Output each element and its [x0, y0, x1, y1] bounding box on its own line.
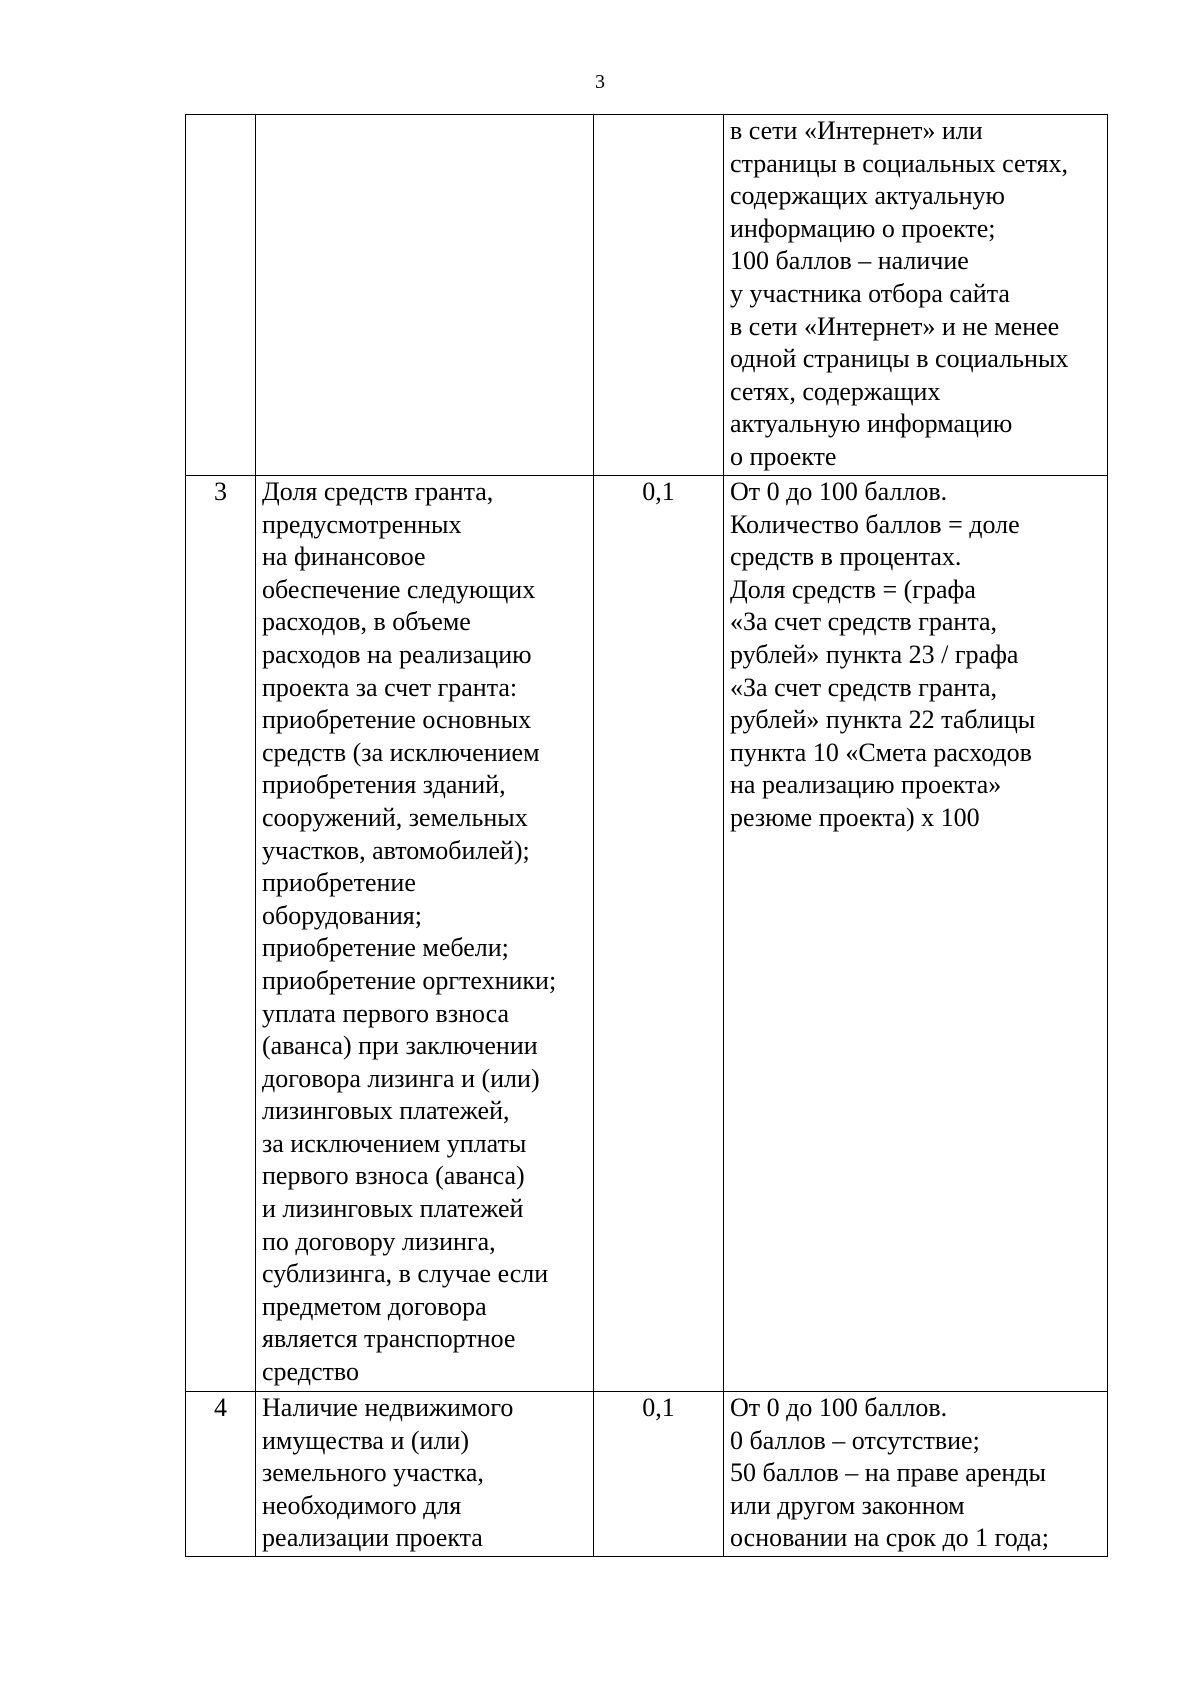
criterion-line: средство	[262, 1357, 359, 1387]
criterion-line: и лизинговых платежей	[262, 1194, 524, 1224]
criterion-line: сублизинга, в случае если	[262, 1259, 549, 1289]
scale-line: «За счет средств гранта,	[730, 672, 998, 702]
scale-line: на реализацию проекта»	[730, 770, 1002, 800]
weight-cell	[594, 1392, 724, 1557]
criterion-line: проекта за счет гранта:	[262, 672, 518, 702]
scale-line: у участника отбора сайта	[730, 278, 1010, 308]
criterion-line: приобретения зданий,	[262, 770, 506, 800]
scale-line: Количество баллов = доле	[730, 509, 1020, 539]
criterion-line: земельного участка,	[262, 1458, 484, 1488]
scale-cell	[724, 1392, 1108, 1557]
weight-cell	[594, 115, 724, 476]
scale-line: сетях, содержащих	[730, 376, 941, 406]
criterion-line: первого взноса (аванса)	[262, 1161, 525, 1191]
row-number: 3	[214, 477, 227, 506]
row-number-cell	[186, 476, 256, 1392]
scale-line: актуальную информацию	[730, 409, 1013, 439]
criterion-cell	[256, 115, 594, 476]
scale-line: средств в процентах.	[730, 542, 962, 572]
criterion-line: предметом договора	[262, 1291, 487, 1321]
criterion-line: приобретение мебели;	[262, 933, 509, 963]
scale-line: резюме проекта) х 100	[730, 802, 980, 832]
criterion-line: договора лизинга и (или)	[262, 1063, 540, 1093]
weight-value: 0,1	[642, 477, 675, 506]
page-number: 3	[595, 71, 605, 93]
table-row	[186, 115, 1108, 476]
scale-line: 0 баллов – отсутствие;	[730, 1425, 980, 1455]
criterion-line: приобретение	[262, 868, 416, 898]
criterion-line: участков, автомобилей);	[262, 835, 530, 865]
scale-line: в сети «Интернет» или	[730, 116, 983, 145]
scale-cell	[724, 115, 1108, 476]
scale-line: 100 баллов – наличие	[730, 246, 969, 276]
criterion-line: уплата первого взноса	[262, 998, 510, 1028]
scale-line: основании на срок до 1 года;	[730, 1523, 1049, 1553]
scale-line: содержащих актуальную	[730, 181, 1005, 211]
criterion-line: (аванса) при заключении	[262, 1031, 538, 1061]
scale-line: о проекте	[730, 441, 837, 471]
scale-line: страницы в социальных сетях,	[730, 148, 1068, 178]
table-row	[186, 1392, 1108, 1557]
criterion-line: Доля средств гранта,	[262, 477, 494, 506]
scale-line: Доля средств = (графа	[730, 574, 976, 604]
criterion-line: необходимого для	[262, 1490, 462, 1520]
criterion-line: имущества и (или)	[262, 1425, 469, 1455]
scale-line: рублей» пункта 22 таблицы	[730, 705, 1036, 735]
criterion-line: обеспечение следующих	[262, 574, 536, 604]
weight-value: 0,1	[642, 1393, 675, 1422]
scale-line: информацию о проекте;	[730, 213, 996, 243]
criterion-line: сооружений, земельных	[262, 802, 528, 832]
criterion-line: на финансовое	[262, 542, 426, 572]
scale-line: 50 баллов – на праве аренды	[730, 1458, 1046, 1488]
scale-cell	[724, 476, 1108, 1392]
criterion-line: за исключением уплаты	[262, 1128, 527, 1158]
scale-line: От 0 до 100 баллов.	[730, 1393, 948, 1422]
criterion-line: Наличие недвижимого	[262, 1393, 514, 1422]
criterion-line: оборудования;	[262, 900, 422, 930]
scale-line: одной страницы в социальных	[730, 344, 1069, 374]
scale-line: От 0 до 100 баллов.	[730, 477, 948, 506]
table-row	[186, 476, 1108, 1392]
criterion-line: реализации проекта	[262, 1523, 483, 1553]
criterion-line: приобретение основных	[262, 705, 532, 735]
row-number-cell	[186, 1392, 256, 1557]
scale-line: «За счет средств гранта,	[730, 607, 998, 637]
criterion-cell	[256, 476, 594, 1392]
scale-line: рублей» пункта 23 / графа	[730, 639, 1019, 669]
scale-line: в сети «Интернет» и не менее	[730, 311, 1060, 341]
criterion-line: предусмотренных	[262, 509, 462, 539]
criterion-line: расходов на реализацию	[262, 639, 532, 669]
row-number-cell	[186, 115, 256, 476]
weight-cell	[594, 476, 724, 1392]
criteria-table	[185, 114, 1108, 1557]
criterion-line: является транспортное	[262, 1324, 516, 1354]
scale-line: пункта 10 «Смета расходов	[730, 737, 1032, 767]
row-number: 4	[214, 1393, 227, 1422]
criterion-line: средств (за исключением	[262, 737, 540, 767]
criterion-cell	[256, 1392, 594, 1557]
criterion-line: расходов, в объеме	[262, 607, 471, 637]
criterion-line: лизинговых платежей,	[262, 1096, 510, 1126]
criterion-line: по договору лизинга,	[262, 1226, 496, 1256]
scale-line: или другом законном	[730, 1490, 965, 1520]
criterion-line: приобретение оргтехники;	[262, 965, 557, 995]
